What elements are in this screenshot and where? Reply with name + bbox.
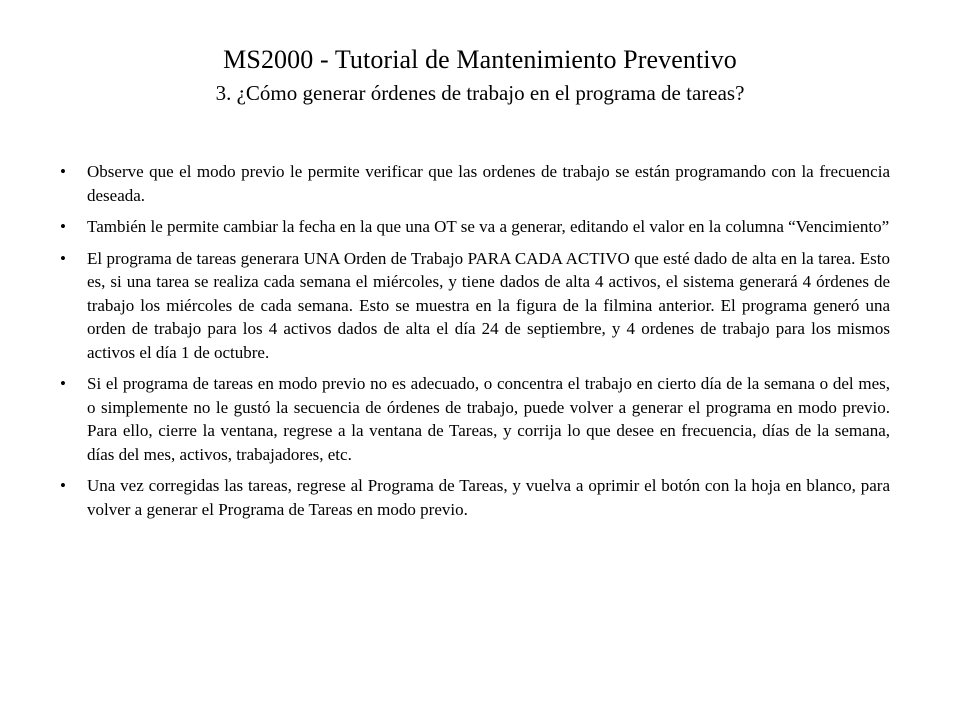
bullet-text: También le permite cambiar la fecha en la que una OT se va a generar, editando el valor en la columna “Vencimiento”: [87, 217, 890, 236]
bullet-item: [60, 215, 890, 239]
bullet-item: [60, 160, 890, 207]
bullet-item: [60, 474, 890, 521]
bullet-list: [60, 160, 890, 529]
bullet-text: Si el programa de tareas en modo previo no es adecuado, o concentra el trabajo en cierto día de la semana o del mes, o simplemente no le gustó la secuencia de órdenes de trabajo, puede volver a generar el programa en modo previo. Para ello, cierre la ventana, regrese a la ventana de Tareas, y corrija lo que desee en frecuencia, días de la semana, días del mes, activos, trabajadores, etc.: [87, 374, 890, 464]
bullet-text: Observe que el modo previo le permite verificar que las ordenes de trabajo se están programando con la frecuencia deseada.: [87, 162, 890, 205]
bullet-icon: •: [60, 217, 66, 236]
bullet-text: El programa de tareas generara UNA Orden de Trabajo PARA CADA ACTIVO que esté dado de alta en la tarea. Esto es, si una tarea se realiza cada semana el miércoles, y tiene dados de alta 4 activos, el sistema generará 4 órdenes de trabajo los miércoles de cada semana. Esto se muestra en la figura de la filmina anterior. El programa generó una orden de trabajo para los 4 activos dados de alta el día 24 de septiembre, y 4 ordenes de trabajo para los mismos activos el día 1 de octubre.: [87, 248, 890, 362]
bullet-item: [60, 247, 890, 365]
bullet-item: [60, 372, 890, 466]
bullet-icon: •: [60, 476, 66, 495]
bullet-text: Una vez corregidas las tareas, regrese al Programa de Tareas, y vuelva a oprimir el botón con la hoja en blanco, para volver a generar el Programa de Tareas en modo previo.: [87, 476, 890, 519]
slide-title: MS2000 - Tutorial de Mantenimiento Preventivo: [223, 45, 737, 74]
bullet-icon: •: [60, 248, 66, 268]
title-block: [0, 44, 960, 106]
bullet-icon: •: [60, 162, 66, 181]
bullet-icon: •: [60, 374, 66, 393]
slide-subtitle: 3. ¿Cómo generar órdenes de trabajo en el programa de tareas?: [215, 81, 745, 105]
